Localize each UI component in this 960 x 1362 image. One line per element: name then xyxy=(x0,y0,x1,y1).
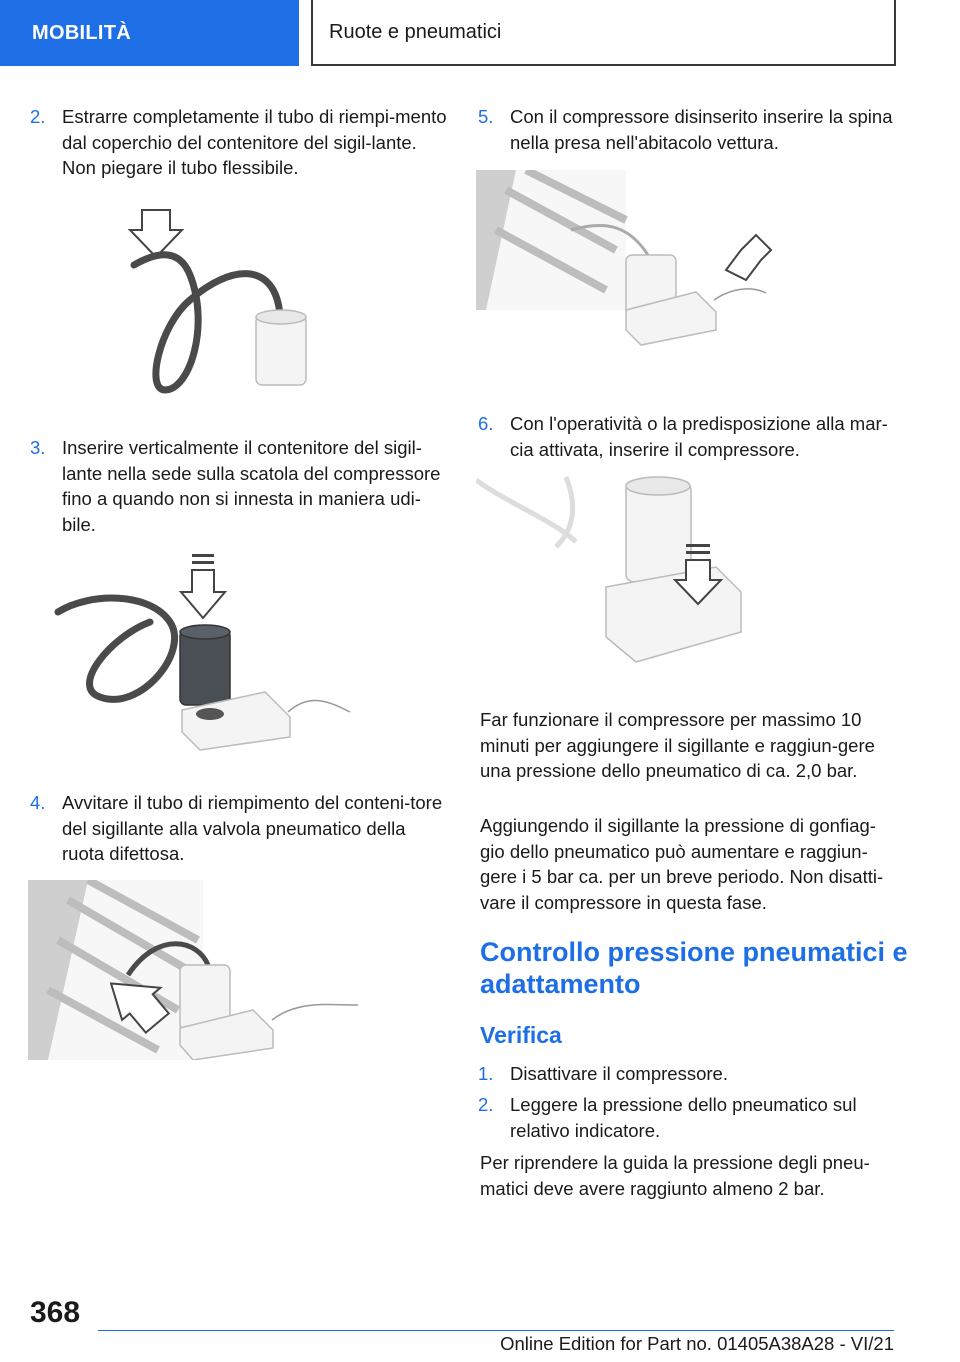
paragraph-pressure-note: Aggiungendo il sigillante la pressione di gonfiag-gio dello pneumatico può aumentare e raggiun-gere i 5 bar ca. per un breve periodo. Non disatti-vare il compressore in questa fase. xyxy=(480,815,884,913)
figure-insert-container xyxy=(50,552,370,752)
step-text: Con l'operatività o la predisposizione alla mar-cia attivata, inserire il compressore. xyxy=(510,413,888,460)
section-heading: Controllo pressione pneumatici e adattamento xyxy=(480,937,908,999)
check-step-1 xyxy=(478,1061,898,1087)
arrow-down-icon xyxy=(181,554,225,618)
step-text: Avvitare il tubo di riempimento del conteni-tore del sigillante alla valvola pneumatico della ruota difettosa. xyxy=(62,792,443,864)
section-title: MOBILITÀ xyxy=(32,21,132,44)
step-number: 2. xyxy=(30,106,46,127)
section-tab xyxy=(0,0,299,66)
step-number: 1. xyxy=(478,1063,494,1084)
step-number: 3. xyxy=(30,437,46,458)
check-step-2 xyxy=(478,1092,898,1143)
figure-switch-on xyxy=(476,472,776,672)
step-3 xyxy=(30,435,450,537)
step-number: 6. xyxy=(478,413,494,434)
step-number: 2. xyxy=(478,1094,494,1115)
step-5 xyxy=(478,104,898,155)
step-number: 4. xyxy=(30,792,46,813)
footer-edition: Online Edition for Part no. 01405A38A28 - VI/21 xyxy=(500,1333,894,1354)
step-number: 5. xyxy=(478,106,494,127)
step-4 xyxy=(30,790,450,867)
step-text: Leggere la pressione dello pneumatico sul relativo indicatore. xyxy=(510,1094,857,1141)
step-text: Con il compressore disinserito inserire la spina nella presa nell'abitacolo vettura. xyxy=(510,106,893,153)
step-2 xyxy=(30,104,450,181)
figure-plug-in xyxy=(476,170,796,355)
step-text: Inserire verticalmente il contenitore del sigil-lante nella sede sulla scatola del compressore fino a quando non si innesta in maniera udi-bile. xyxy=(62,437,441,535)
arrow-down-icon xyxy=(130,210,182,257)
step-text: Estrarre completamente il tubo di riempi-mento dal coperchio del contenitore del sigil-lante. Non piegare il tubo flessibile. xyxy=(62,106,447,178)
arrow-down-left-icon xyxy=(726,235,771,280)
chapter-title: Ruote e pneumatici xyxy=(329,20,502,43)
figure-extract-hose xyxy=(120,205,320,400)
page-number: 368 xyxy=(30,1296,81,1329)
subsection-heading: Verifica xyxy=(480,1022,562,1048)
figure-connect-wheel xyxy=(28,880,408,1060)
chapter-tab xyxy=(311,0,896,66)
step-6 xyxy=(478,411,898,462)
paragraph-closing: Per riprendere la guida la pressione degli pneu-matici deve avere raggiunto almeno 2 bar. xyxy=(480,1152,870,1199)
paragraph-run-time: Far funzionare il compressore per massimo 10 minuti per aggiungere il sigillante e raggiun-gere una pressione dello pneumatico di ca. 2,0 bar. xyxy=(480,709,875,781)
step-text: Disattivare il compressore. xyxy=(510,1063,728,1084)
